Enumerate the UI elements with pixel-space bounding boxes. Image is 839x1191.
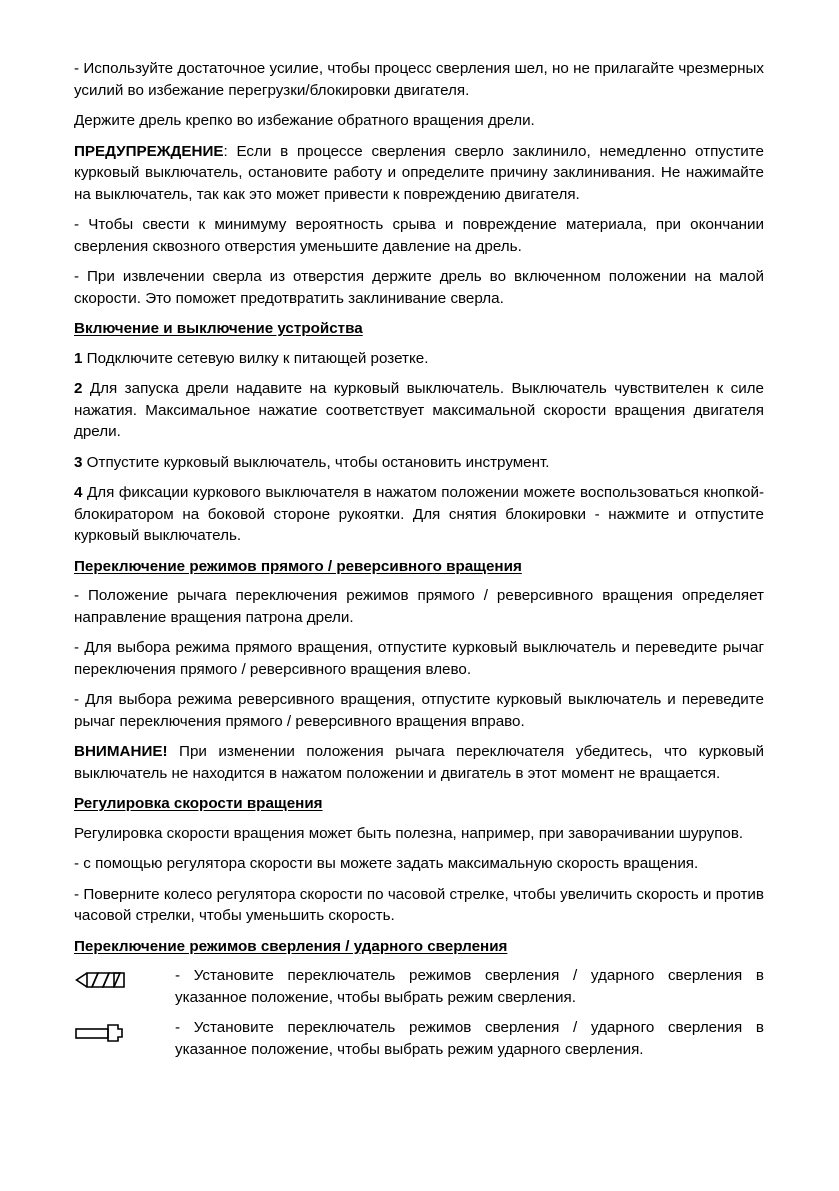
step-1-number: 1 [74,349,83,367]
paragraph-warning-bit-jammed [74,141,764,206]
step-4-lock-button [74,482,764,547]
paragraph-withdraw-bit: - При извлечении сверла из отверстия держите дрель во включенном положении на малой скорости. Это поможет предотвратить заклинивание сверла. [74,268,764,307]
warning-body: : Если в процессе сверления сверло заклинило, немедленно отпустите курковый выключатель, остановите работу и определите причину заклинивания. Не нажимайте на выключатель, так как это может привести к повреждению двигателя. [74,142,764,203]
step-2-number: 2 [74,380,83,397]
step-3-number: 3 [74,453,83,471]
drill-mode-icon [74,970,126,990]
paragraph-reverse-rotation: - Для выбора режима реверсивного вращения, отпустите курковый выключатель и переведите рычаг переключения прямого / реверсивного вращения вправо. [74,691,764,730]
step-4-text: Для фиксации куркового выключателя в нажатом положении можете воспользоваться кнопкой-блокиратором на боковой стороне рукоятки. Для снятия блокировки - нажмите и отпустите курковый выключатель. [74,484,764,544]
paragraph-lever-position: - Положение рычага переключения режимов прямого / реверсивного вращения определяет направление вращения патрона дрели. [74,587,764,626]
paragraph-forward-rotation: - Для выбора режима прямого вращения, отпустите курковый выключатель и переведите рычаг переключения прямого / реверсивного вращения влево. [74,639,764,678]
heading-forward-reverse: Переключение режимов прямого / реверсивного вращения [74,557,522,575]
paragraph-speed-wheel-direction: - Поверните колесо регулятора скорости по часовой стрелке, чтобы увеличить скорость и против часовой стрелки, чтобы уменьшить скорость. [74,885,764,924]
paragraph-speed-regulator: - с помощью регулятора скорости вы можете задать максимальную скорость вращения. [74,855,699,872]
heading-speed-control: Регулировка скорости вращения [74,795,323,812]
step-4-number: 4 [74,484,83,501]
step-1-plug-in [74,348,764,370]
step-3-release-trigger [74,452,764,474]
hammer-drill-mode-icon [74,1022,126,1044]
paragraph-minimize-breakout: - Чтобы свести к минимуму вероятность срыва и повреждение материала, при окончании сверления сквозного отверстия уменьшите давление на дрель. [74,216,764,255]
paragraph-speed-useful: Регулировка скорости вращения может быть полезна, например, при заворачивании шурупов. [74,824,744,842]
icon-paragraph-drill-mode [74,965,764,1008]
drill-mode-instruction: - Установите переключатель режимов сверления / ударного сверления в указанное положение, чтобы выбрать режим сверления. [175,967,764,1006]
drill-mode-icon-cell [74,965,175,990]
hammer-drill-mode-instruction: - Установите переключатель режимов сверления / ударного сверления в указанное положение, чтобы выбрать режим ударного сверления. [175,1019,764,1058]
hammer-drill-mode-icon-cell [74,1017,175,1044]
icon-paragraph-hammer-drill-mode [74,1017,764,1060]
document-content [74,58,764,1069]
step-2-trigger-switch [74,378,764,443]
warning-label: ПРЕДУПРЕЖДЕНИЕ [74,142,224,160]
paragraph-attention-lever-change [74,741,764,784]
attention-body: При изменении положения рычага переключателя убедитесь, что курковый выключатель не находится в нажатом положении и двигатель в этот момент не вращается. [74,743,764,782]
attention-label: ВНИМАНИЕ! [74,743,168,760]
step-1-text: Подключите сетевую вилку к питающей розетке. [82,349,429,367]
heading-power-on-off: Включение и выключение устройства [74,320,363,337]
step-2-text: Для запуска дрели надавите на курковый выключатель. Выключатель чувствителен к силе нажатия. Максимальное нажатие соответствует максимальной скорости вращения двигателя дрели. [74,380,764,440]
step-3-text: Отпустите курковый выключатель, чтобы остановить инструмент. [82,453,550,471]
heading-drill-hammer-mode: Переключение режимов сверления / ударного сверления [74,937,508,955]
paragraph-hold-drill-firmly: Держите дрель крепко во избежание обратного вращения дрели. [74,112,535,129]
paragraph-use-sufficient-force: - Используйте достаточное усилие, чтобы процесс сверления шел, но не прилагайте чрезмерных усилий во избежание перегрузки/блокировки двигателя. [74,60,764,99]
